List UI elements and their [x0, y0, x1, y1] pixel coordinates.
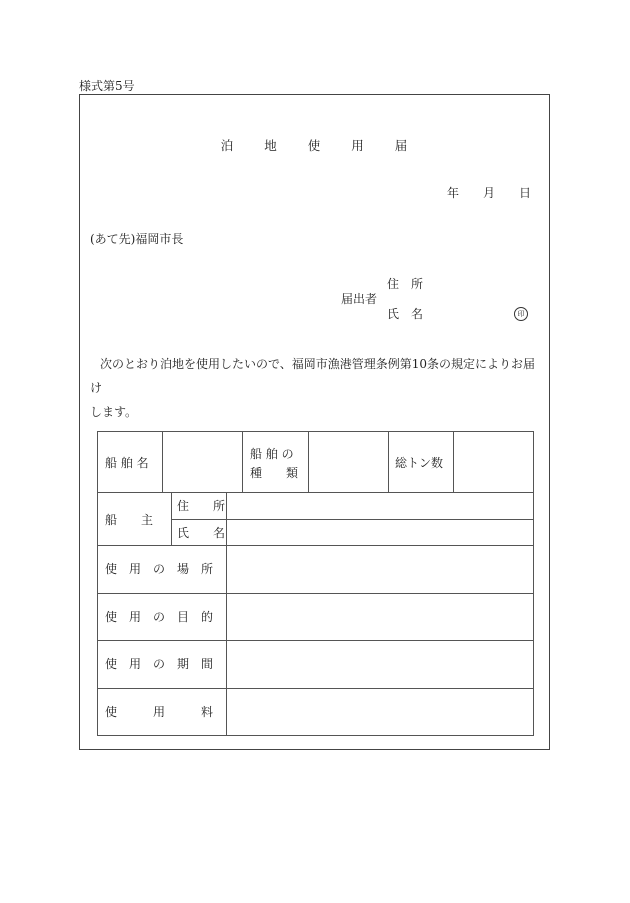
application-table	[97, 431, 534, 736]
owner-name-label: 氏 名	[177, 526, 226, 540]
owner-label: 船 主	[105, 513, 154, 527]
gross-tonnage-label: 総トン数	[395, 456, 444, 470]
fee-field[interactable]	[227, 689, 533, 735]
body-text-line-2: します。	[90, 405, 138, 419]
table-border-right	[533, 431, 534, 736]
owner-address-label: 住 所	[177, 499, 226, 513]
period-label: 使 用 の 期 間	[105, 657, 214, 671]
applicant-address-label: 住 所	[387, 277, 424, 291]
gross-tonnage-field[interactable]	[454, 432, 533, 492]
fee-label: 使 用 料	[105, 705, 214, 719]
vessel-type-label-1: 船 舶 の	[250, 447, 294, 461]
owner-name-field[interactable]	[227, 520, 533, 545]
purpose-label: 使 用 の 目 的	[105, 610, 214, 624]
vessel-name-field[interactable]	[163, 432, 242, 492]
period-field[interactable]	[227, 641, 533, 688]
vessel-name-label: 船 舶 名	[105, 456, 149, 470]
table-line-owner-split	[171, 492, 172, 546]
vessel-type-field[interactable]	[309, 432, 388, 492]
form-title: 泊 地 使 用 届	[220, 138, 410, 153]
seal-mark-icon: 印	[514, 307, 528, 321]
table-line-col4	[388, 431, 389, 493]
table-border-bottom	[97, 735, 534, 736]
form-number: 様式第5号	[79, 79, 135, 93]
purpose-field[interactable]	[227, 594, 533, 640]
owner-address-field[interactable]	[227, 493, 533, 519]
place-field[interactable]	[227, 546, 533, 593]
place-label: 使 用 の 場 所	[105, 562, 214, 576]
addressee: (あて先)福岡市長	[90, 232, 184, 246]
table-border-left	[97, 431, 98, 736]
applicant-label: 届出者	[341, 292, 378, 306]
body-text	[90, 352, 542, 424]
vessel-type-label-2: 種 類	[250, 466, 299, 480]
applicant-name-label: 氏 名	[387, 307, 424, 321]
date-line: 年 月 日	[447, 186, 532, 200]
body-text-line-1: 次のとおり泊地を使用したいので、福岡市漁港管理条例第10条の規定によりお届け	[90, 357, 536, 395]
table-line-col2	[242, 431, 243, 493]
